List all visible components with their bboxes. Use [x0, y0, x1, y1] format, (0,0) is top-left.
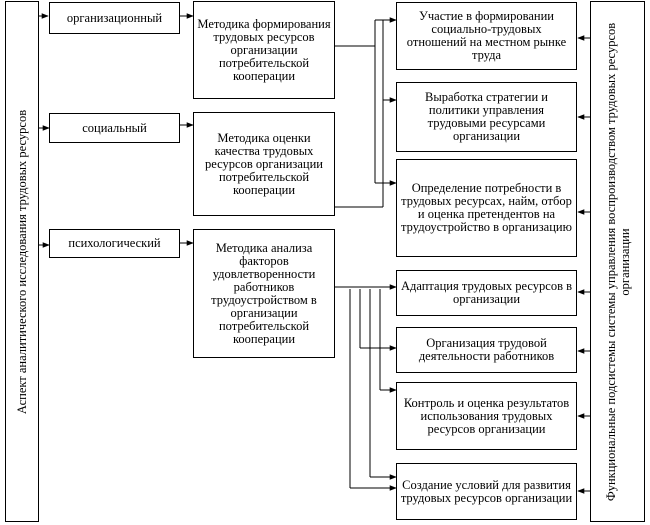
aspect-label: социальный [82, 120, 147, 135]
function-label: Выработка стратегии и политики управления трудовыми ресурсами организации [425, 90, 548, 143]
aspect-label: организационный [66, 10, 163, 25]
method-label: Методика анализа факторов удовлетворенности работников трудоустройством в организации потребительской кооперации [211, 240, 317, 346]
function-strategy-policy [396, 82, 577, 152]
function-needs-hiring [396, 159, 577, 257]
function-control-evaluation [396, 382, 577, 450]
right-subsystems-label [604, 12, 632, 512]
method-label: Методика формирования трудовых ресурсов организации потребительской кооперации [197, 16, 331, 83]
method-satisfaction [193, 229, 335, 358]
aspect-label: психологический [68, 236, 161, 250]
function-adaptation [396, 270, 577, 316]
function-development-conditions [396, 463, 577, 520]
right-subsystems-panel [590, 1, 645, 522]
function-label: Определение потребности в трудовых ресурсах, найм, отбор и оценка претендентов на трудоустройство в организацию [401, 181, 572, 234]
function-label: Организация трудовой деятельности работников [418, 336, 555, 363]
function-label: Контроль и оценка результатов использования трудовых ресурсов организации [403, 395, 570, 436]
function-work-organization [396, 327, 577, 373]
aspect-psychological [49, 229, 180, 258]
function-label: Участие в формировании социально-трудовых отношений на местном рынке труда [406, 9, 567, 62]
function-label: Создание условий для развития трудовых ресурсов организации [400, 477, 573, 505]
method-quality [193, 112, 335, 216]
left-aspect-panel [5, 1, 39, 522]
method-formation [193, 1, 335, 99]
function-social-labor-relations [396, 2, 577, 70]
method-label: Методика оценки качества трудовых ресурсов организации потребительской кооперации [205, 130, 323, 197]
right-subsystems-text: Функциональные подсистемы системы управления воспроизводством трудовых ресурсов организации [603, 22, 632, 501]
function-label: Адаптация трудовых ресурсов в организации [400, 279, 573, 306]
left-aspect-label: Аспект аналитического исследования трудовых ресурсов [15, 109, 29, 414]
aspect-organizational [49, 2, 180, 34]
aspect-social [49, 113, 180, 143]
